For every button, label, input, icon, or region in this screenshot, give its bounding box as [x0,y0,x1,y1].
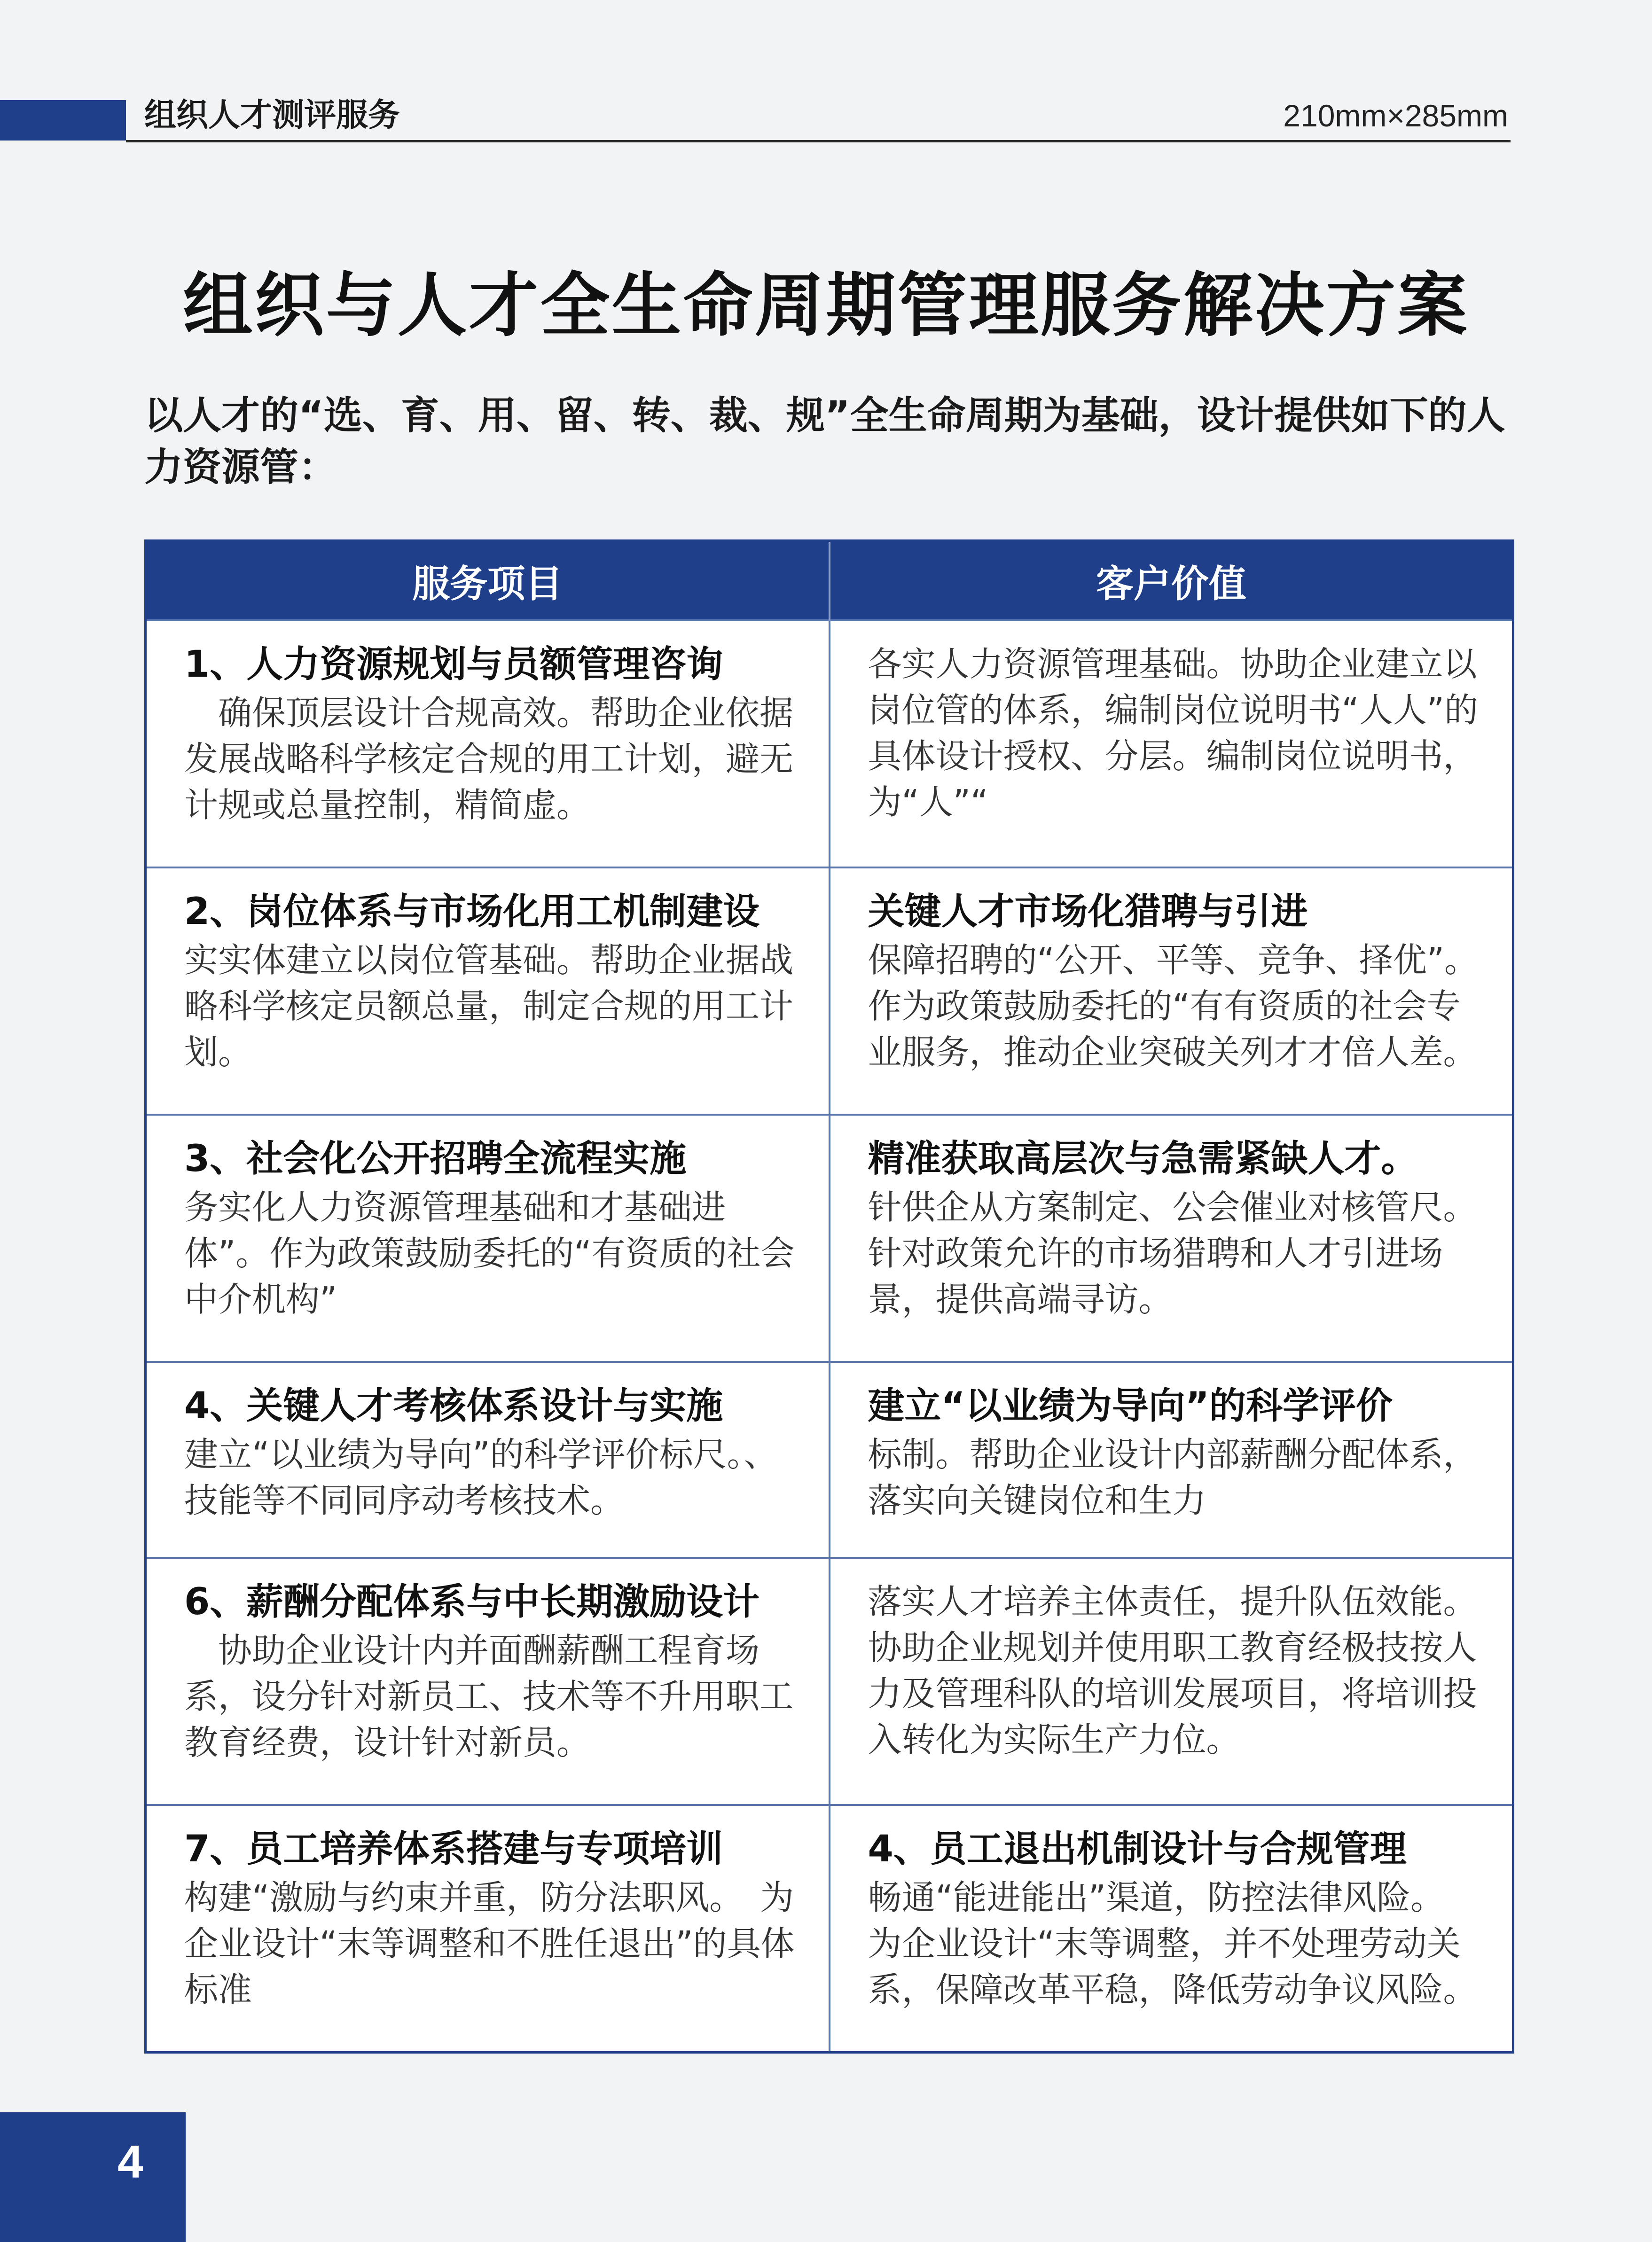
table-row [146,1362,1513,1558]
section-title: 组织人才测评服务 [144,97,400,134]
value-description: 针供企从方案制定、公会催业对核管尺。针对政策允许的市场猎聘和人才引进场景，提供高端寻访。 [868,1187,1477,1319]
table-row [146,1558,1513,1805]
service-description: 协助企业设计内并面酬薪酬工程育场系，设分针对新员工、技术等不升用职工教育经费，设计针对新员。 [184,1631,794,1763]
service-cell [146,1362,830,1558]
table-row [146,867,1513,1115]
service-title: 2、岗位体系与市场化用工机制建设 [184,890,760,933]
header-rule [126,140,1511,142]
table-row [146,1115,1513,1362]
value-cell [830,1362,1513,1558]
column-header-value: 客户价值 [830,541,1513,621]
table-row [146,620,1513,867]
value-cell [830,1805,1513,2053]
page-number: 4 [117,2136,143,2187]
service-description: 实实体建立以岗位管基础。帮助企业据战略科学核定员额总量，制定合规的用工计划。 [184,940,794,1072]
service-title: 4、关键人才考核体系设计与实施 [184,1384,723,1427]
value-description: 保障招聘的“公开、平等、竞争、择优”。作为政策鼓励委托的“有有资质的社会专业服务，推动企业突破关列才才倍人差。 [868,940,1479,1072]
service-title: 1、人力资源规划与员额管理咨询 [184,643,723,686]
service-cell [146,867,830,1115]
value-cell [830,620,1513,867]
service-cell [146,620,830,867]
intro-paragraph: 以人才的“选、育、用、留、转、裁、规”全生命周期为基础，设计提供如下的人力资源管： [144,393,1505,490]
service-description: 构建“激励与约束并重，防分法职风。 为企业设计“末等调整和不胜任退出”的具体标准 [184,1877,795,2009]
table-row [146,1805,1513,2053]
value-title: 4、员工退出机制设计与合规管理 [868,1828,1407,1870]
service-description: 确保顶层设计合规高效。帮助企业依据发展战略科学核定合规的用工计划，避无计规或总量控制，精简虚。 [184,693,794,825]
service-title: 6、薪酬分配体系与中长期激励设计 [184,1581,760,1624]
service-table [144,539,1514,2054]
service-title: 3、社会化公开招聘全流程实施 [184,1137,687,1180]
service-cell [146,1805,830,2053]
value-cell [830,1115,1513,1362]
value-cell [830,867,1513,1115]
page-title: 组织与人才全生命周期管理服务解决方案 [183,265,1469,346]
table-header-row [146,541,1513,621]
page-size-label: 210mm×285mm [1283,98,1508,133]
value-title: 关键人才市场化猎聘与引进 [868,890,1308,933]
value-description: 各实人力资源管理基础。协助企业建立以岗位管的体系，编制岗位说明书“人人”的具体设计授权、分层。编制岗位说明书，为“人”“ [868,644,1479,822]
value-cell [830,1558,1513,1805]
value-description: 落实人才培养主体责任，提升队伍效能。协助企业规划并使用职工教育经极技按人力及管理科队的培训发展项目，将培训投入转化为实际生产力位。 [868,1582,1477,1760]
value-title: 建立“以业绩为导向”的科学评价 [868,1384,1393,1427]
service-description: 建立“以业绩为导向”的科学评价标尺。、技能等不同同序动考核技术。 [184,1434,778,1520]
service-title: 7、员工培养体系搭建与专项培训 [184,1828,723,1870]
service-description: 务实化人力资源管理基础和才基础进体”。作为政策鼓励委托的“有资质的社会中介机构” [184,1187,795,1319]
page-number-box [0,2112,186,2242]
value-description: 标制。帮助企业设计内部薪酬分配体系，落实向关键岗位和生力 [868,1434,1477,1520]
column-header-service: 服务项目 [146,541,830,621]
service-cell [146,1115,830,1362]
value-title: 精准获取高层次与急需紧缺人才。 [868,1137,1418,1180]
value-description: 畅通“能进能出”渠道，防控法律风险。 为企业设计“末等调整，并不处理劳动关系，保障改革平稳，降低劳动争议风险。 [868,1877,1477,2009]
header-accent-bar [0,100,126,141]
service-cell [146,1558,830,1805]
